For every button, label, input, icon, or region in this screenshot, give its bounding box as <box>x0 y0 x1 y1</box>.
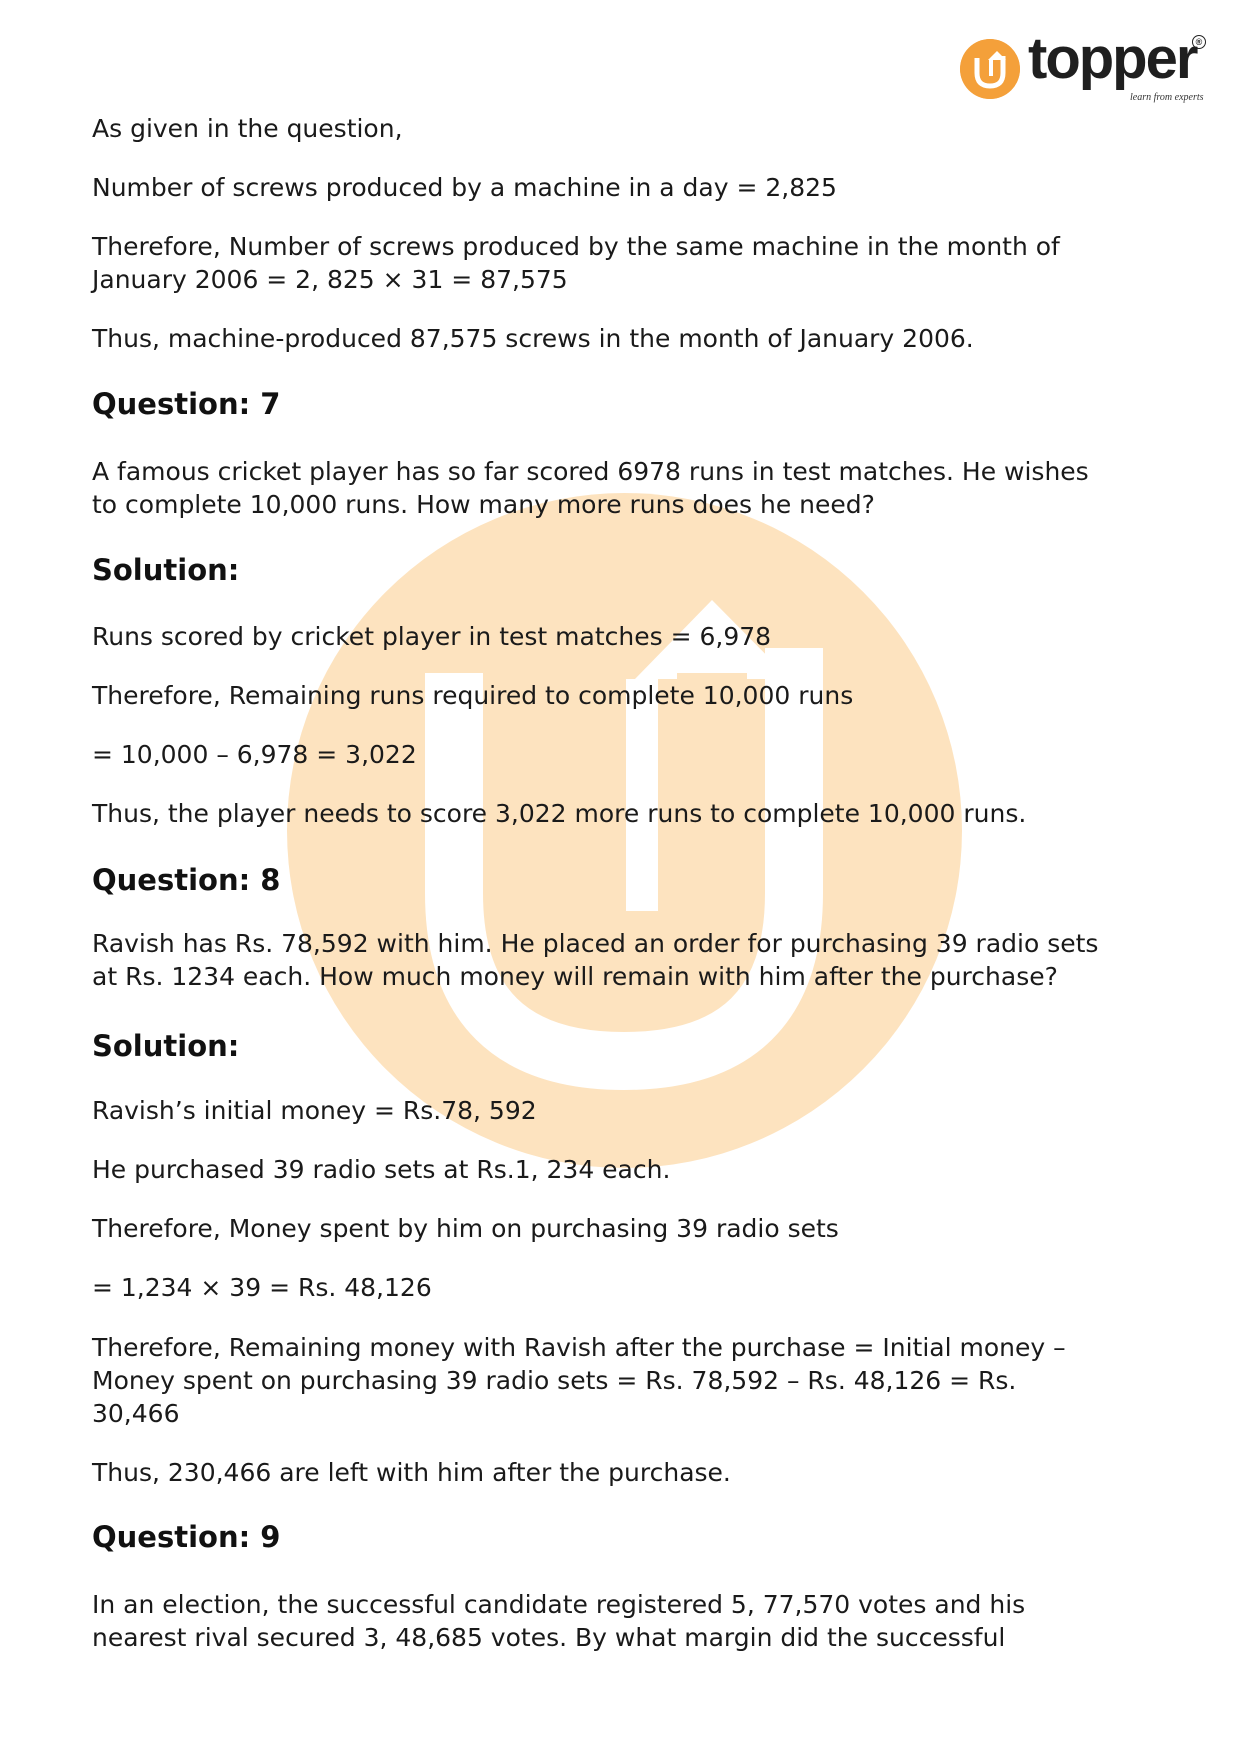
text-line: Runs scored by cricket player in test matches = 6,978 <box>92 622 772 651</box>
text-line: Thus, machine-produced 87,575 screws in the month of January 2006. <box>92 324 974 353</box>
question-heading: Question: 7 <box>92 387 281 421</box>
text-line: Thus, the player needs to score 3,022 more runs to complete 10,000 runs. <box>92 799 1027 828</box>
text-line: A famous cricket player has so far scored 6978 runs in test matches. He wishes <box>92 457 1089 486</box>
text-line: Ravish’s initial money = Rs.78, 592 <box>92 1096 537 1125</box>
text-line: Therefore, Number of screws produced by the same machine in the month of <box>92 232 1060 261</box>
text-line: Ravish has Rs. 78,592 with him. He placed an order for purchasing 39 radio sets <box>92 929 1099 958</box>
solution-heading: Solution: <box>92 553 240 587</box>
text-line: He purchased 39 radio sets at Rs.1, 234 each. <box>92 1155 671 1184</box>
text-line: January 2006 = 2, 825 × 31 = 87,575 <box>92 265 568 294</box>
solution-heading: Solution: <box>92 1029 240 1063</box>
utopper-watermark-icon <box>287 493 962 1168</box>
text-line: Therefore, Remaining money with Ravish after the purchase = Initial money – <box>92 1333 1066 1362</box>
registered-mark: ® <box>1192 35 1206 49</box>
text-line: Money spent on purchasing 39 radio sets = Rs. 78,592 – Rs. 48,126 = Rs. <box>92 1366 1017 1395</box>
text-line: Therefore, Remaining runs required to complete 10,000 runs <box>92 681 854 710</box>
logo-tagline: learn from experts <box>1130 92 1204 103</box>
text-line: 30,466 <box>92 1399 180 1428</box>
logo-wordmark: topper <box>1028 26 1197 91</box>
question-heading: Question: 9 <box>92 1520 281 1554</box>
text-line: Therefore, Money spent by him on purchasing 39 radio sets <box>92 1214 839 1243</box>
text-line: Thus, 230,466 are left with him after the purchase. <box>92 1458 731 1487</box>
text-line: at Rs. 1234 each. How much money will remain with him after the purchase? <box>92 962 1058 991</box>
text-line: Number of screws produced by a machine in a day = 2,825 <box>92 173 837 202</box>
text-line: = 1,234 × 39 = Rs. 48,126 <box>92 1273 432 1302</box>
text-line: to complete 10,000 runs. How many more runs does he need? <box>92 490 875 519</box>
text-line: In an election, the successful candidate registered 5, 77,570 votes and his <box>92 1590 1026 1619</box>
utopper-logo-icon <box>960 39 1020 99</box>
question-heading: Question: 8 <box>92 863 281 897</box>
text-line: nearest rival secured 3, 48,685 votes. By what margin did the successful <box>92 1623 1006 1652</box>
text-line: As given in the question, <box>92 114 403 143</box>
text-line: = 10,000 – 6,978 = 3,022 <box>92 740 417 769</box>
utopper-logo <box>960 26 1210 110</box>
